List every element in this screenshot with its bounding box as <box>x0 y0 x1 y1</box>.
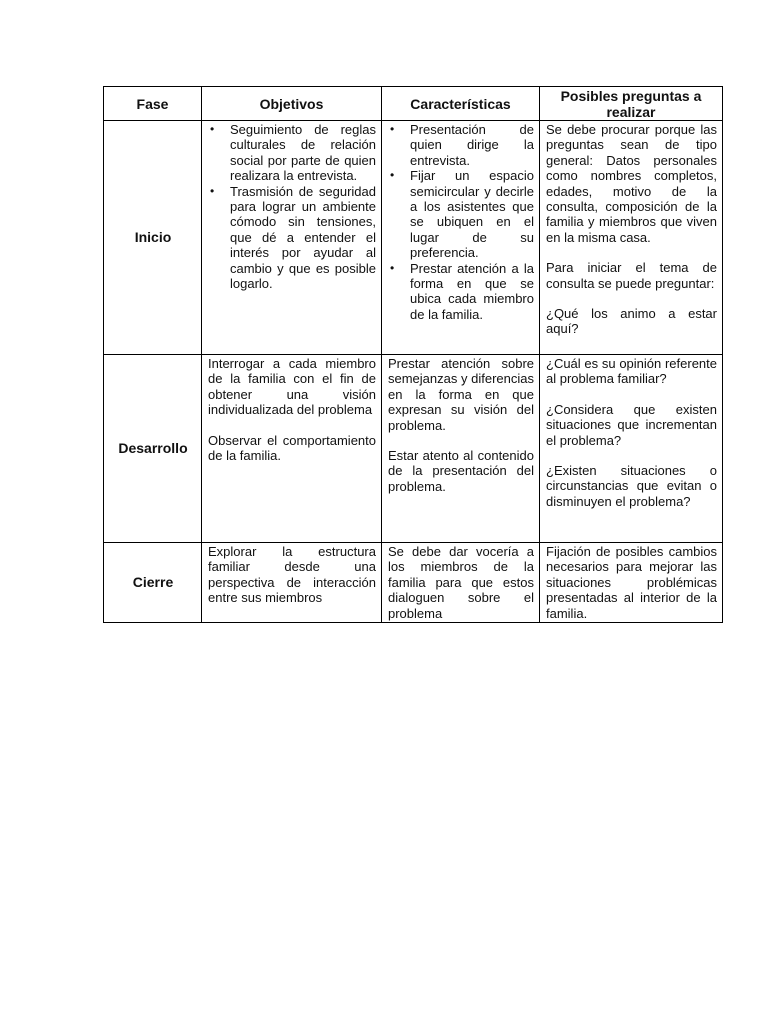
fase-cell: Inicio <box>104 121 202 355</box>
paragraph: ¿Qué los animo a estar aquí? <box>546 306 717 337</box>
table-row <box>104 543 723 623</box>
table-header-row <box>104 87 723 121</box>
header-preguntas: Posibles preguntas a realizar <box>540 87 723 121</box>
bullet-icon: • <box>390 122 395 136</box>
caracteristicas-list <box>388 122 534 322</box>
bullet-icon: • <box>390 260 395 275</box>
paragraph: ¿Cuál es su opinión referente al problema familiar? <box>546 356 717 387</box>
list-item <box>388 261 534 323</box>
caracteristicas-cell <box>382 355 540 543</box>
paragraph: Se debe procurar porque las preguntas sean de tipo general: Datos personales como nombres completos, edades, motivo de la consulta, composición de la familia y miembros que viven en la misma casa. <box>546 122 717 245</box>
objetivos-cell <box>202 543 382 623</box>
objetivos-cell <box>202 355 382 543</box>
paragraph: Fijación de posibles cambios necesarios para mejorar las situaciones problémicas presentadas al interior de la familia. <box>546 544 717 621</box>
list-item <box>388 168 534 260</box>
list-item-text: Trasmisión de seguridad para lograr un ambiente cómodo sin tensiones, que dé a entender el interés por ayudar al cambio y que es posible logarlo. <box>230 183 376 292</box>
caracteristicas-cell <box>382 543 540 623</box>
paragraph: Observar el comportamiento de la familia. <box>208 432 376 464</box>
paragraph: ¿Considera que existen situaciones que incrementan el problema? <box>546 401 717 448</box>
header-caracteristicas: Características <box>382 87 540 121</box>
list-item-text: Seguimiento de reglas culturales de relación social por parte de quien realizara la entrevista. <box>230 122 376 184</box>
paragraph: Estar atento al contenido de la presentación del problema. <box>388 448 534 494</box>
paragraph: Para iniciar el tema de consulta se puede preguntar: <box>546 260 717 291</box>
bullet-icon: • <box>210 122 215 136</box>
objetivos-list <box>208 122 376 291</box>
paragraph: ¿Existen situaciones o circunstancias que evitan o disminuyen el problema? <box>546 463 717 509</box>
paragraph: Se debe dar vocería a los miembros de la familia para que estos dialoguen sobre el problema <box>388 544 534 621</box>
objetivos-cell <box>202 121 382 355</box>
bullet-icon: • <box>210 183 215 198</box>
header-fase: Fase <box>104 87 202 121</box>
preguntas-cell <box>540 121 723 355</box>
list-item-text: Fijar un espacio semicircular y decirle a los asistentes que se ubiquen en el lugar de su preferencia. <box>410 168 534 261</box>
list-item <box>388 122 534 168</box>
list-item-text: Presentación de quien dirige la entrevista. <box>410 122 534 168</box>
preguntas-cell <box>540 355 723 543</box>
caracteristicas-cell <box>382 121 540 355</box>
preguntas-cell <box>540 543 723 623</box>
header-objetivos: Objetivos <box>202 87 382 121</box>
bullet-icon: • <box>390 168 395 183</box>
paragraph: Explorar la estructura familiar desde una perspectiva de interacción entre sus miembros <box>208 544 376 606</box>
list-item <box>208 184 376 292</box>
phases-table <box>103 86 723 623</box>
list-item <box>208 122 376 184</box>
paragraph: Interrogar a cada miembro de la familia con el fin de obtener una visión individualizada del problema <box>208 356 376 418</box>
table-row <box>104 355 723 543</box>
list-item-text: Prestar atención a la forma en que se ubica cada miembro de la familia. <box>410 260 534 322</box>
table-row <box>104 121 723 355</box>
fase-cell: Desarrollo <box>104 355 202 543</box>
fase-cell: Cierre <box>104 543 202 623</box>
paragraph: Prestar atención sobre semejanzas y diferencias en la forma en que expresan su visión del problema. <box>388 356 534 433</box>
